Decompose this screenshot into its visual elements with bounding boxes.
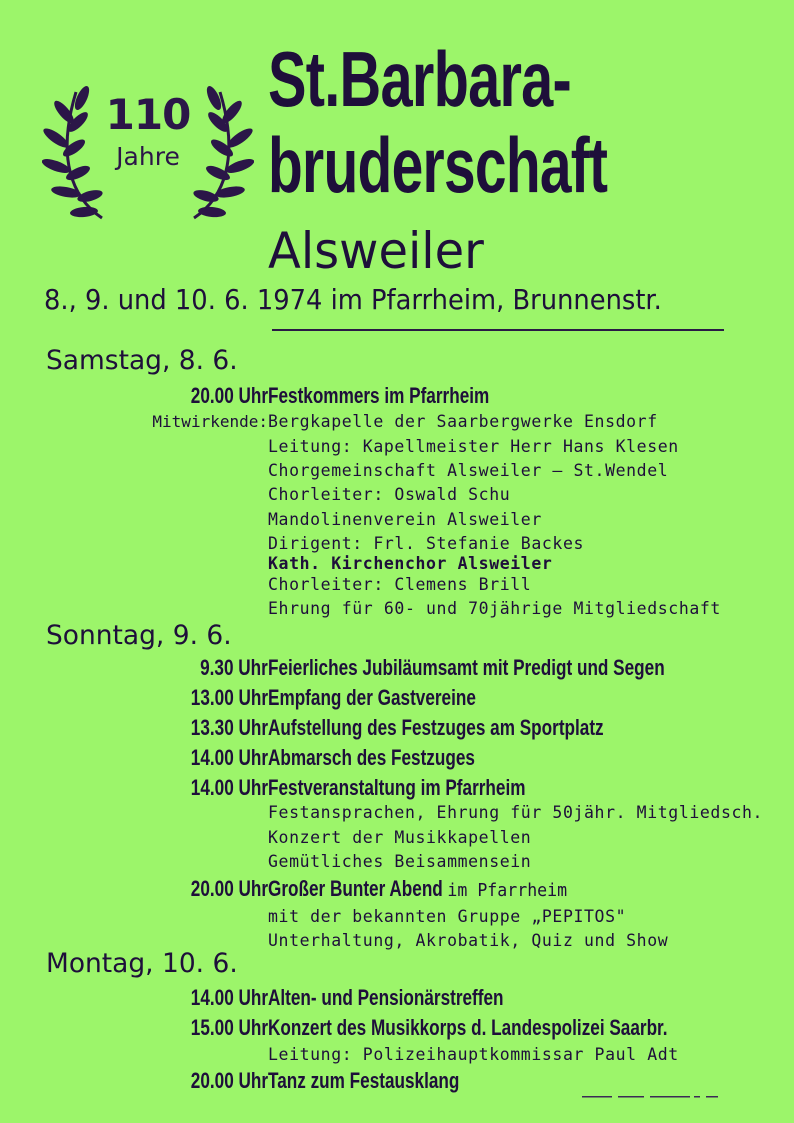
- event-detail: Leitung: Polizeihauptkommissar Paul Adt: [268, 1045, 679, 1064]
- title-line-2: bruderschaft: [268, 121, 608, 209]
- event-time: 20.00 Uhr: [190, 1068, 268, 1093]
- participant-line: Dirigent: Frl. Stefanie Backes: [268, 534, 585, 553]
- event-time: 14.00 Uhr: [190, 775, 268, 800]
- title-line-1: St.Barbara-: [268, 35, 572, 123]
- participant-line: Leitung: Kapellmeister Herr Hans Klesen: [268, 437, 679, 456]
- day-heading-monday: Montag, 10. 6.: [46, 948, 238, 979]
- event-title: Abmarsch des Festzuges: [268, 745, 475, 770]
- event-detail: Festansprachen, Ehrung für 50jähr. Mitgliedsch.: [268, 803, 764, 822]
- anniversary-years: 110: [105, 90, 191, 139]
- participant-line: Bergkapelle der Saarbergwerke Ensdorf: [268, 412, 658, 431]
- event-title: Empfang der Gastvereine: [268, 685, 476, 710]
- anniversary-word: Jahre: [116, 142, 180, 171]
- event-detail: Konzert der Musikkapellen: [268, 828, 532, 847]
- event-title-main: Großer Bunter Abend: [268, 876, 443, 901]
- participant-line: Mandolinenverein Alsweiler: [268, 510, 542, 529]
- event-title: [268, 876, 568, 902]
- event-title: Feierliches Jubiläumsamt mit Predigt und Segen: [268, 655, 665, 680]
- divider: [272, 329, 724, 331]
- event-time: 14.00 Uhr: [190, 985, 268, 1010]
- event-detail: Gemütliches Beisammensein: [268, 852, 532, 871]
- event-title: Konzert des Musikkorps d. Landespolizei Saarbr.: [268, 1015, 668, 1040]
- event-time: 13.30 Uhr: [190, 715, 268, 740]
- event-title: Festveranstaltung im Pfarrheim: [268, 775, 526, 800]
- event-time: 20.00 Uhr: [190, 383, 268, 408]
- event-title: Festkommers im Pfarrheim: [268, 383, 490, 408]
- event-title: Aufstellung des Festzuges am Sportplatz: [268, 715, 604, 740]
- participant-line: Kath. Kirchenchor Alsweiler: [268, 554, 553, 573]
- printer-mark: [582, 1094, 722, 1102]
- participant-line: Chorgemeinschaft Alsweiler — St.Wendel: [268, 461, 669, 480]
- anniversary-emblem: [42, 78, 254, 228]
- event-time: 14.00 Uhr: [190, 745, 268, 770]
- event-time: 15.00 Uhr: [190, 1015, 268, 1040]
- participant-line: Chorleiter: Oswald Schu: [268, 485, 511, 504]
- event-detail: Unterhaltung, Akrobatik, Quiz und Show: [268, 931, 669, 950]
- participant-line: Chorleiter: Clemens Brill: [268, 575, 532, 594]
- event-detail: mit der bekannten Gruppe „PEPITOS": [268, 907, 627, 926]
- title-line-3: Alsweiler: [268, 222, 484, 280]
- event-title: Alten- und Pensionärstreffen: [268, 985, 504, 1010]
- day-heading-sunday: Sonntag, 9. 6.: [46, 620, 232, 651]
- event-title-tail: im Pfarrheim: [447, 880, 568, 901]
- event-time: 9.30 Uhr: [200, 655, 268, 680]
- day-heading-saturday: Samstag, 8. 6.: [46, 345, 238, 376]
- participant-line: Ehrung für 60- und 70jährige Mitgliedschaft: [268, 599, 721, 618]
- event-title: Tanz zum Festausklang: [268, 1068, 460, 1093]
- event-time: 20.00 Uhr: [190, 876, 268, 901]
- event-time: 13.00 Uhr: [190, 685, 268, 710]
- participants-label: Mitwirkende:: [152, 412, 268, 431]
- event-date-location: 8., 9. und 10. 6. 1974 im Pfarrheim, Brunnenstr.: [44, 283, 662, 316]
